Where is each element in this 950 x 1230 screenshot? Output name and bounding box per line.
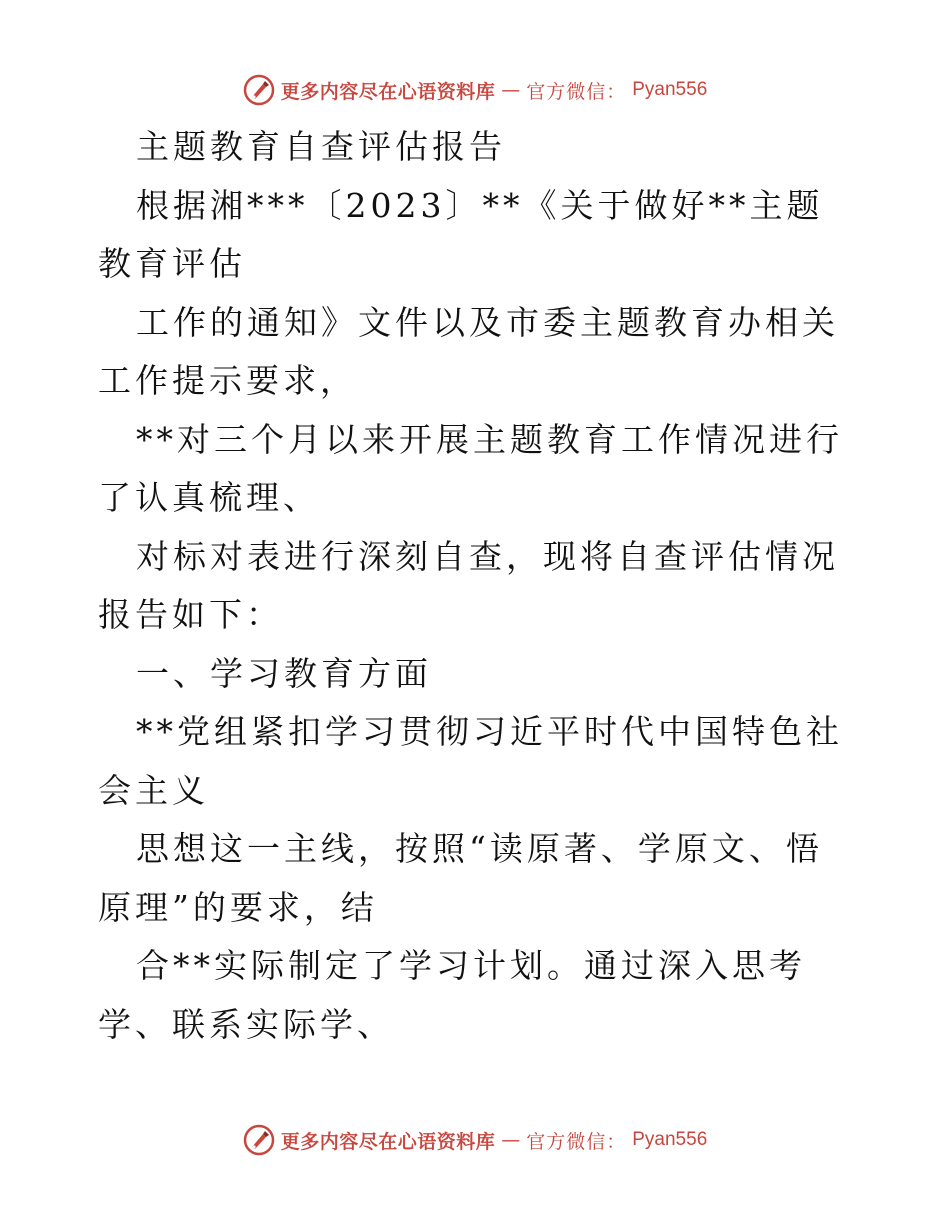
watermark-brand: 更多内容尽在心语资料库 xyxy=(280,1130,496,1153)
section-heading: 一、学习教育方面 xyxy=(136,653,432,693)
watermark-separator: — xyxy=(501,79,521,101)
footer-watermark xyxy=(0,1120,950,1160)
paragraph: 思想这一主线，按照“读原著、学原文、悟原理”的要求，结 xyxy=(98,829,823,927)
watermark-brand: 更多内容尽在心语资料库 xyxy=(280,80,496,103)
document-title: 主题教育自查评估报告 xyxy=(136,127,506,166)
paragraph: 根据湘***〔2023〕**《关于做好**主题教育评估 xyxy=(98,185,824,283)
watermark-official: 官方微信： xyxy=(526,80,627,103)
pen-logo-icon xyxy=(243,74,275,106)
paragraph: **党组紧扣学习贯彻习近平时代中国特色社会主义 xyxy=(98,712,843,810)
header-watermark xyxy=(0,70,950,110)
watermark-account: Pyan556 xyxy=(632,79,708,100)
document-body xyxy=(98,118,854,1054)
paragraph: 合**实际制定了学习计划。通过深入思考学、联系实际学、 xyxy=(98,946,806,1044)
pen-logo-icon xyxy=(243,1124,275,1156)
paragraph: 对标对表进行深刻自查，现将自查评估情况报告如下： xyxy=(98,536,839,634)
watermark-account: Pyan556 xyxy=(632,1129,708,1150)
paragraph: 工作的通知》文件以及市委主题教育办相关工作提示要求， xyxy=(98,302,839,400)
paragraph: **对三个月以来开展主题教育工作情况进行了认真梳理、 xyxy=(98,419,843,517)
watermark-separator: — xyxy=(501,1129,521,1151)
watermark-official: 官方微信： xyxy=(526,1130,627,1153)
